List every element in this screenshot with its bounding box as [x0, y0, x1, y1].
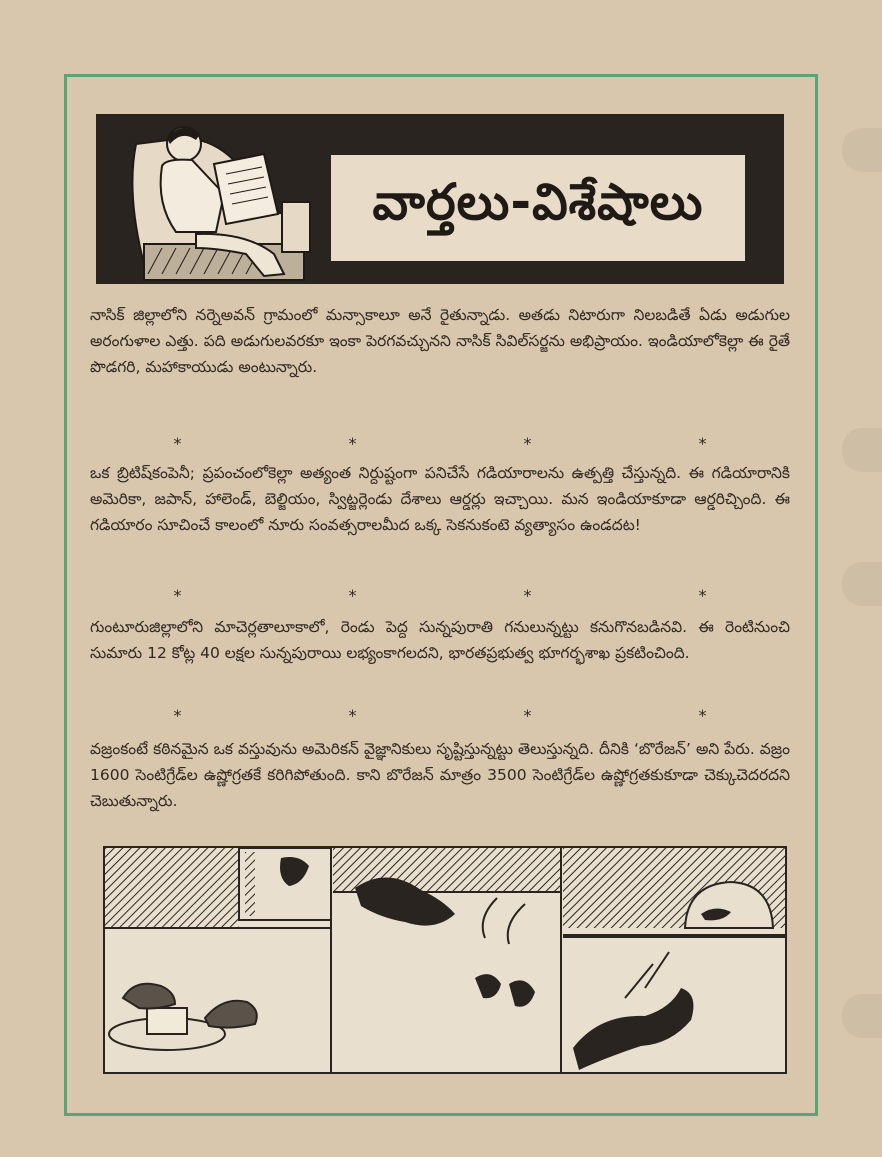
- separator-star: *: [348, 434, 357, 453]
- separator-star: *: [523, 586, 532, 605]
- separator-star: *: [698, 586, 707, 605]
- separator-star: *: [173, 706, 182, 725]
- header-banner: [96, 114, 784, 284]
- article-tall-farmer: నాసిక్ జిల్లాలోని నర్నెఅవన్ గ్రామంలో మన్సాకాలూ అనే రైతున్నాడు. అతడు నిటారుగా నిలబడితే ఏడు అడుగుల అరంగుళాల ఎత్తు. పది అడుగులవరకూ ఇంకా పెరగవచ్చునని నాసిక్ సివిల్‌సర్జను అభిప్రాయం. ఇండియాలోకెల్లా ఈ రైతే పొడగరి, మహాకాయుడు అంటున్నారు.: [90, 306, 790, 376]
- article-borazon: వజ్రంకంటే కఠినమైన ఒక వస్తువును అమెరికన్ వైజ్ఞానికులు సృష్టిస్తున్నట్టు తెలుస్తున్నది. దీనికి ‘బొరేజన్’ అని పేరు. వజ్రం 1600 సెంటిగ్రేడ్‌ల ఉష్ణోగ్రతకే కరిగిపోతుంది. కాని బొరేజన్ మాత్రం 3500 సెంటిగ్రేడ్‌ల ఉష్ణోగ్రతకుకూడా చెక్కుచెదరదని చెబుతున్నారు.: [90, 740, 790, 810]
- separator-star: *: [698, 434, 707, 453]
- banner-title-box: [328, 152, 748, 264]
- page-edge-tab: [842, 994, 882, 1038]
- separator-star: *: [523, 706, 532, 725]
- separator-star: *: [173, 434, 182, 453]
- section-separator: [90, 706, 790, 725]
- comic-strip: [103, 846, 787, 1074]
- section-separator: [90, 434, 790, 453]
- article-british-clock: ఒక బ్రిటిష్‌కంపెనీ; ప్రపంచంలోకెల్లా అత్యంత నిర్దుష్టంగా పనిచేసే గడియారాలను ఉత్పత్తి చేస్తున్నది. ఈ గడియారానికి అమెరికా, జపాన్, హాలెండ్, బెల్జియం, స్విట్జర్లెండు దేశాలు ఆర్డర్లు ఇచ్చాయి. మన ఇండియాకూడా ఆర్డరిచ్చింది. ఈ గడియారం సూచించే కాలంలో నూరు సంవత్సరాలమీద ఒక్క సెకనుకంటె వ్యత్యాసం ఉండదట!: [90, 464, 790, 534]
- separator-star: *: [698, 706, 707, 725]
- section-separator: [90, 586, 790, 605]
- man-reading-newspaper-illustration: [96, 114, 328, 284]
- page-edge-tab: [842, 562, 882, 606]
- separator-star: *: [348, 586, 357, 605]
- article-limestone-mines: గుంటూరుజిల్లాలోని మాచెర్లతాలూకాలో, రెండు పెద్ద సున్నపురాతి గనులున్నట్టు కనుగొనబడినవి. ఈ రెంటినుంచి సుమారు 12 కోట్ల 40 లక్షల సున్నపురాయి లభ్యంకాగలదని, భారతప్రభుత్వ భూగర్భశాఖ ప్రకటించింది.: [90, 618, 790, 662]
- separator-star: *: [523, 434, 532, 453]
- separator-star: *: [173, 586, 182, 605]
- page-edge-tab: [842, 428, 882, 472]
- page-title: వార్తలు-విశేషాలు: [372, 172, 704, 231]
- page-edge-tab: [842, 128, 882, 172]
- separator-star: *: [348, 706, 357, 725]
- cat-and-mice-comic-illustration: [105, 848, 785, 1072]
